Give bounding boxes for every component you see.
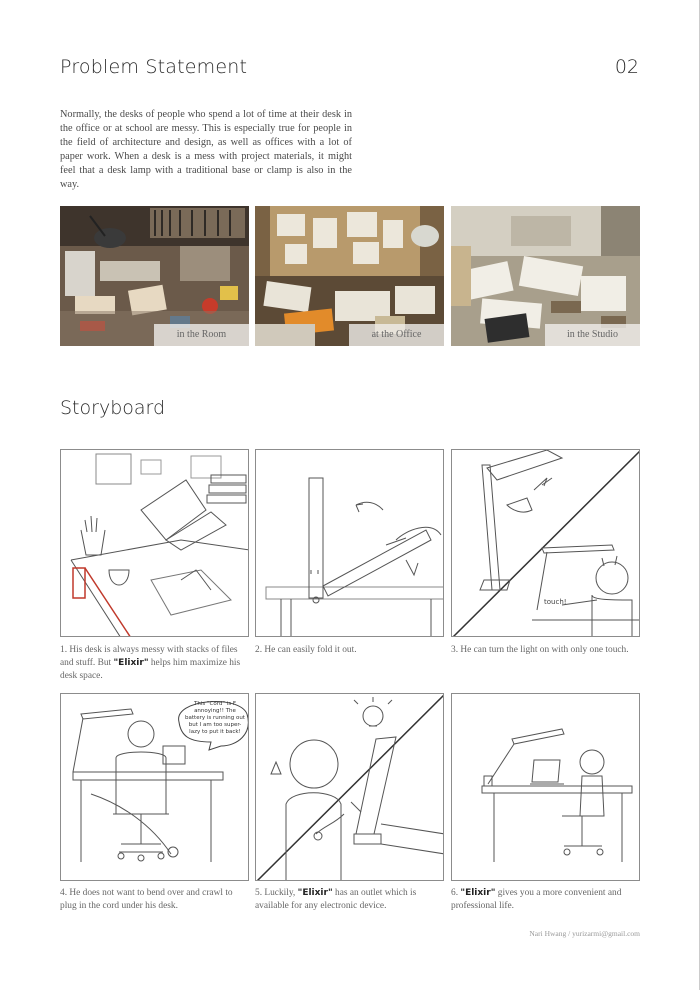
storyboard-caption-2: 2. He can easily fold it out. bbox=[255, 645, 357, 655]
touch-light-sketch bbox=[452, 450, 640, 637]
messy-desk-sketch bbox=[61, 450, 249, 637]
storyboard-frame-3 bbox=[451, 449, 640, 637]
photo-studio bbox=[451, 206, 640, 346]
problem-statement-text: Normally, the desks of people who spend a lot of time at their desk in the office or at school are messy. This is especially true for people in the field of architecture and design, as well as offices with a lot of paper work. When a desk is a mess with project materials, it might feel that a desk lamp with a traditional base or clamp is also in the way. bbox=[60, 109, 352, 190]
storyboard-frame-6 bbox=[451, 693, 640, 881]
fold-out-lamp-sketch bbox=[256, 450, 444, 637]
photo-caption: in the Studio bbox=[545, 324, 640, 346]
page-number: 02 bbox=[614, 56, 639, 78]
author-contact: Nari Hwang / yurizarmi@gmail.com bbox=[529, 929, 640, 938]
photo-room bbox=[60, 206, 249, 346]
storyboard-caption-3: 3. He can turn the light on with only one touch. bbox=[451, 645, 629, 655]
storyboard-caption-6: 6. "Elixir" gives you a more convenient and professional life. bbox=[451, 888, 622, 911]
speech-bubble-text: This "Cord" is F annoying!! The battery is running out but I am too super-lazy to put it back! bbox=[185, 701, 245, 735]
touch-label: touch! bbox=[544, 598, 567, 606]
outlet-plug-sketch bbox=[256, 694, 444, 881]
storyboard-frame-5 bbox=[255, 693, 444, 881]
storyboard-frame-4 bbox=[60, 693, 249, 881]
photo-caption: at the Office bbox=[349, 324, 444, 346]
storyboard-caption-4: 4. He does not want to bend over and crawl to plug in the cord under his desk. bbox=[60, 888, 233, 911]
professional-life-sketch bbox=[452, 694, 640, 881]
storyboard-caption-5: 5. Luckily, "Elixir" has an outlet which is available for any electronic device. bbox=[255, 888, 417, 911]
storyboard-frame-1 bbox=[60, 449, 249, 637]
photo-office bbox=[255, 206, 444, 346]
storyboard-title: Storyboard bbox=[60, 397, 166, 419]
photo-caption: in the Room bbox=[154, 324, 249, 346]
storyboard-frame-2 bbox=[255, 449, 444, 637]
page-title: Problem Statement bbox=[60, 56, 248, 78]
storyboard-caption-1: 1. His desk is always messy with stacks of files and stuff. But "Elixir" helps him maximize his desk space. bbox=[60, 645, 241, 681]
